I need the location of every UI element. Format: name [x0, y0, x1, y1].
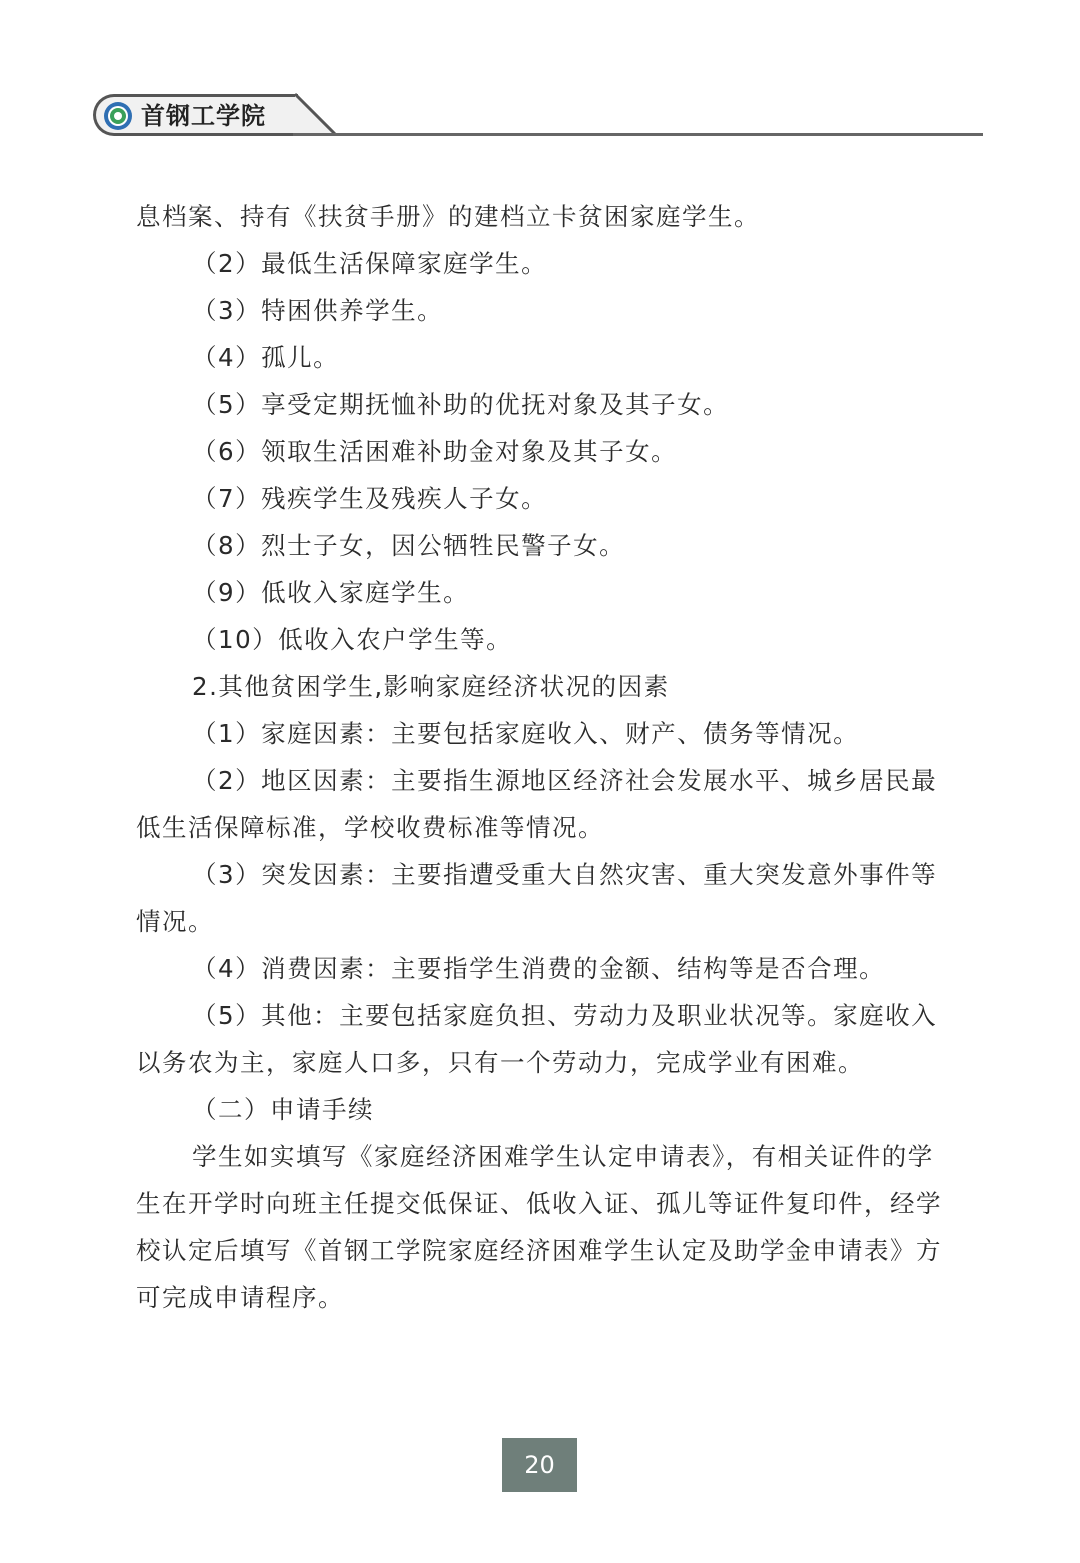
school-logo-icon — [103, 101, 133, 131]
paragraph: （3）突发因素：主要指遭受重大自然灾害、重大突发意外事件等情况。 — [136, 860, 938, 936]
header-slant-divider — [283, 92, 403, 138]
page-header — [93, 92, 983, 140]
section-heading: （二）申请手续 — [192, 1095, 374, 1124]
paragraph: 息档案、持有《扶贫手册》的建档立卡贫困家庭学生。 — [136, 202, 760, 231]
document-body — [136, 193, 948, 1321]
paragraph: （9）低收入家庭学生。 — [192, 578, 470, 607]
paragraph: （5）享受定期抚恤补助的优抚对象及其子女。 — [192, 390, 730, 419]
paragraph: （2）地区因素：主要指生源地区经济社会发展水平、城乡居民最低生活保障标准，学校收费标准等情况。 — [136, 766, 938, 842]
paragraph: （4）孤儿。 — [192, 343, 340, 372]
paragraph: （2）最低生活保障家庭学生。 — [192, 249, 548, 278]
paragraph: （10）低收入农户学生等。 — [192, 625, 513, 654]
school-name: 首钢工学院 — [141, 101, 266, 130]
paragraph: （3）特困供养学生。 — [192, 296, 444, 325]
page-number: 20 — [502, 1438, 577, 1492]
paragraph: （6）领取生活困难补助金对象及其子女。 — [192, 437, 678, 466]
paragraph: 学生如实填写《家庭经济困难学生认定申请表》，有相关证件的学生在开学时向班主任提交低保证、低收入证、孤儿等证件复印件，经学校认定后填写《首钢工学院家庭经济困难学生认定及助学金申请表》方可完成申请程序。 — [136, 1142, 942, 1312]
paragraph: （8）烈士子女，因公牺牲民警子女。 — [192, 531, 626, 560]
paragraph: （7）残疾学生及残疾人子女。 — [192, 484, 548, 513]
paragraph: （1）家庭因素：主要包括家庭收入、财产、债务等情况。 — [192, 719, 860, 748]
section-heading: 2.其他贫困学生,影响家庭经济状况的因素 — [192, 672, 670, 701]
paragraph: （4）消费因素：主要指学生消费的金额、结构等是否合理。 — [192, 954, 886, 983]
paragraph: （5）其他：主要包括家庭负担、劳动力及职业状况等。家庭收入以务农为主，家庭人口多，只有一个劳动力，完成学业有困难。 — [136, 1001, 938, 1077]
header-rule — [293, 133, 983, 136]
